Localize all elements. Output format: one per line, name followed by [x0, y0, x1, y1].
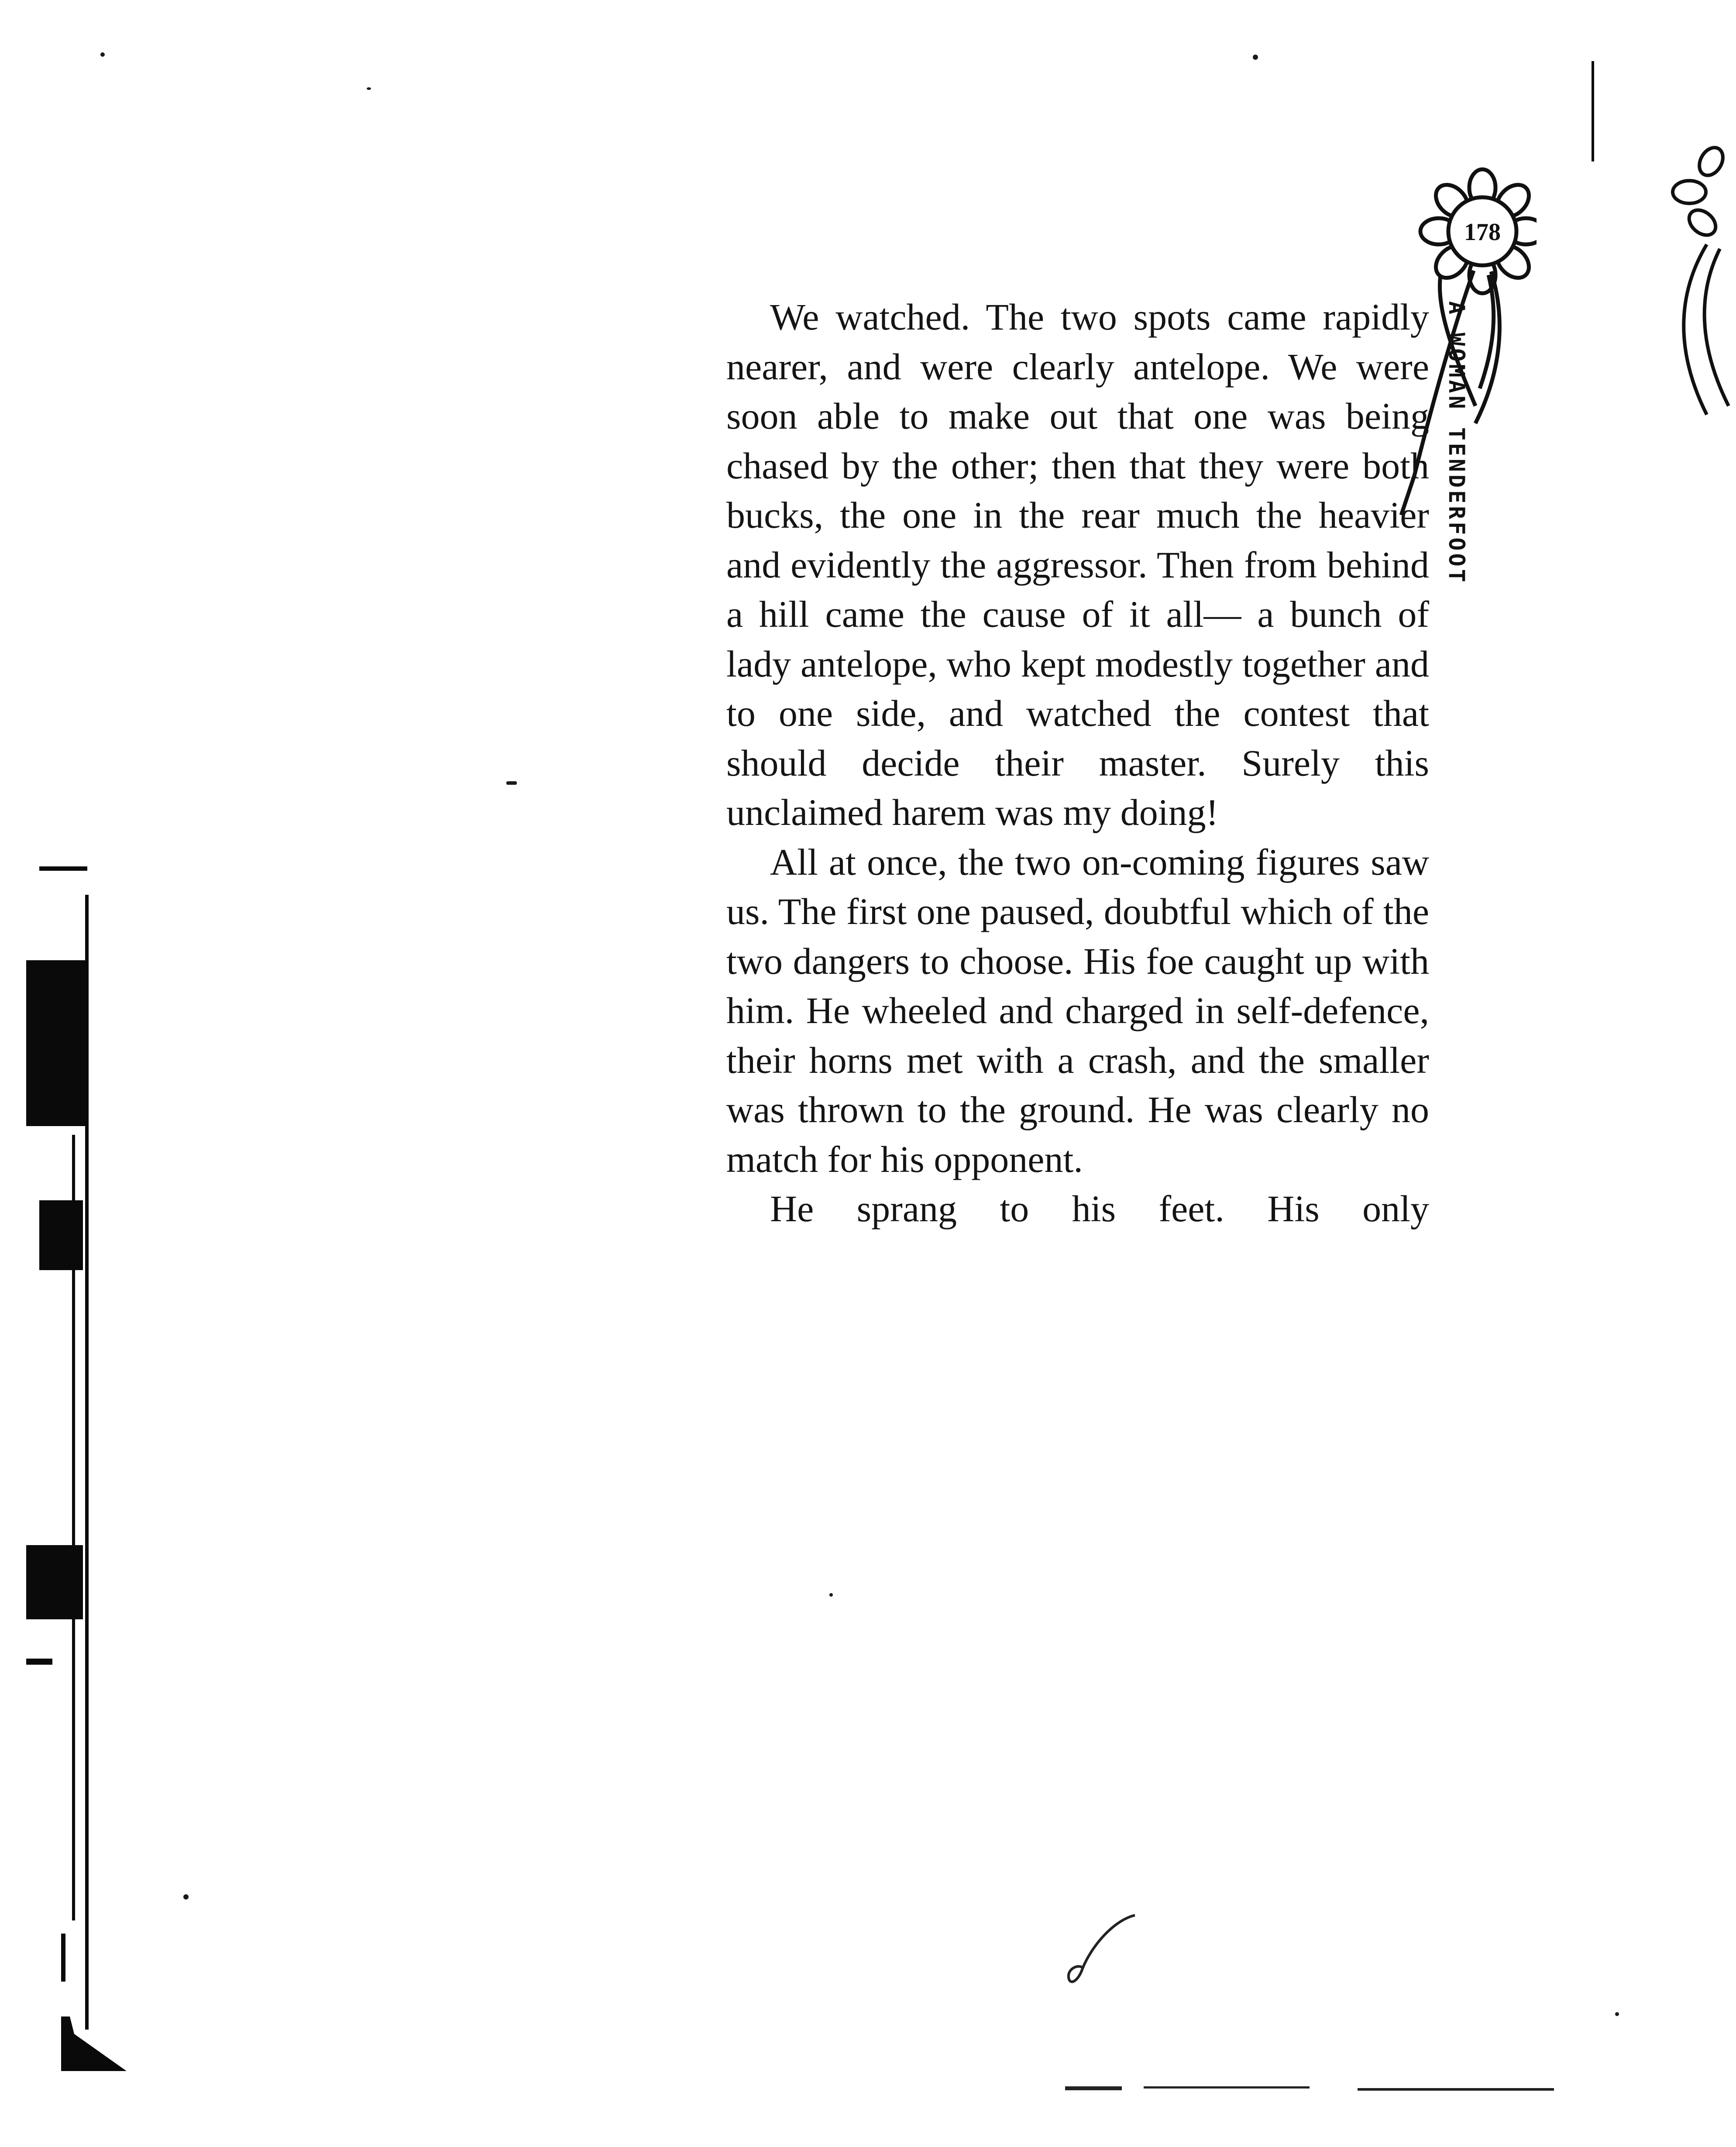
page-number: 178 — [1464, 219, 1501, 246]
paragraph: All at once, the two on-coming figures saw us. The first one paused, doubtful which of the two dangers to choose. His foe caught up with him. He wheeled and charged in self-defence, their horns met with a crash, and the smaller was thrown to the ground. He was clearly no match for his opponent. — [726, 841, 1429, 1180]
running-head: A WOMAN TENDERFOOT — [1444, 301, 1469, 585]
body-text — [726, 292, 1429, 1234]
paragraph: He sprang to his feet. His only — [770, 1188, 1429, 1230]
pen-mark-icon — [1065, 1912, 1139, 1990]
flower-ornament-partial-icon — [1641, 144, 1736, 450]
paragraph: We watched. The two spots came rapidly nearer, and were clearly antelope. We were soon able to make out that one was being chased by the other; then that they were both bucks, the one in the rear much the heavier and evidently the aggressor. Then from behind a hill came the cause of it all— a bunch of lady antelope, who kept modestly together and to one side, and watched the contest that should decide their master. Surely this unclaimed harem was my doing! — [726, 296, 1429, 833]
